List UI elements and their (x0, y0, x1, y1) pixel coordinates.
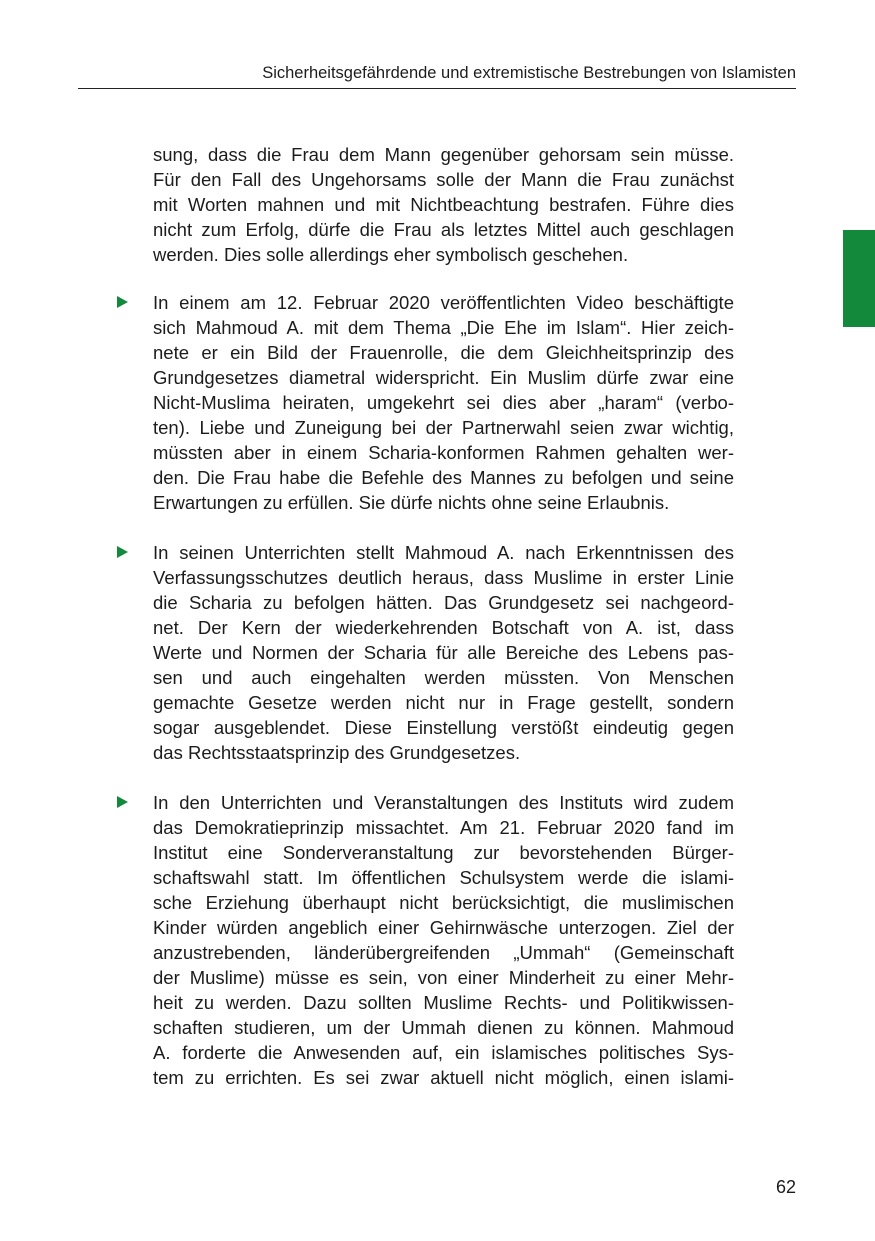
section-tab-marker (843, 230, 875, 327)
text-line: net. Der Kern der wiederkehrenden Botschaft von A. ist, dass (153, 617, 734, 638)
text-line: sen und auch eingehalten werden müssten. Von Menschen (153, 667, 734, 688)
text-line: tem zu errichten. Es sei zwar aktuell nicht möglich, einen islami- (153, 1067, 734, 1088)
triangle-right-icon (117, 546, 128, 558)
text-line: den. Die Frau habe die Befehle des Mannes zu befolgen und seine (153, 467, 734, 488)
text-line: heit zu werden. Dazu sollten Muslime Rechts- und Politikwissen- (153, 992, 734, 1013)
text-line: ten). Liebe und Zuneigung bei der Partnerwahl seien zwar wichtig, (153, 417, 734, 438)
continued-paragraph (153, 142, 734, 267)
text-line: Grundgesetzes diametral widerspricht. Ein Muslim dürfe zwar eine (153, 367, 734, 388)
text-line: In einem am 12. Februar 2020 veröffentlichten Video beschäftigte (153, 292, 734, 313)
text-line: Werte und Normen der Scharia für alle Bereiche des Lebens pas- (153, 642, 734, 663)
text-line: sogar ausgeblendet. Diese Einstellung verstößt eindeutig gegen (153, 717, 734, 738)
text-line: werden. Dies solle allerdings eher symbolisch geschehen. (153, 244, 629, 265)
body-text (153, 142, 734, 1115)
text-line: der Muslime) müsse es sein, von einer Minderheit zu einer Mehr- (153, 967, 734, 988)
bullet-item (153, 790, 734, 1090)
text-line: In seinen Unterrichten stellt Mahmoud A. nach Erkenntnissen des (153, 542, 734, 563)
text-line: anzustrebenden, länderübergreifenden „Ummah“ (Gemeinschaft (153, 942, 734, 963)
text-line: Verfassungsschutzes deutlich heraus, dass Muslime in erster Linie (153, 567, 734, 588)
text-line: schaftswahl statt. Im öffentlichen Schulsystem werde die islami- (153, 867, 734, 888)
triangle-right-icon (117, 296, 128, 308)
text-line: nete er ein Bild der Frauenrolle, die dem Gleichheitsprinzip des (153, 342, 734, 363)
text-line: gemachte Gesetze werden nicht nur in Frage gestellt, sondern (153, 692, 734, 713)
text-line: schaften studieren, um der Ummah dienen zu können. Mahmoud (153, 1017, 734, 1038)
text-line: Institut eine Sonderveranstaltung zur bevorstehenden Bürger- (153, 842, 734, 863)
text-line: sich Mahmoud A. mit dem Thema „Die Ehe im Islam“. Hier zeich- (153, 317, 734, 338)
text-line: A. forderte die Anwesenden auf, ein islamisches politisches Sys- (153, 1042, 734, 1063)
text-line: die Scharia zu befolgen hätten. Das Grundgesetz sei nachgeord- (153, 592, 734, 613)
text-line: Kinder würden angeblich einer Gehirnwäsche unterzogen. Ziel der (153, 917, 734, 938)
header-rule (78, 88, 796, 89)
text-line: Für den Fall des Ungehorsams solle der Mann die Frau zunächst (153, 169, 734, 190)
triangle-right-icon (117, 796, 128, 808)
text-line: mit Worten mahnen und mit Nichtbeachtung bestrafen. Führe dies (153, 194, 734, 215)
text-line: nicht zum Erfolg, dürfe die Frau als letztes Mittel auch geschlagen (153, 219, 734, 240)
bullet-item (153, 290, 734, 515)
running-header (0, 0, 875, 100)
text-line: Erwartungen zu erfüllen. Sie dürfe nichts ohne seine Erlaubnis. (153, 492, 670, 513)
text-line: müssten aber in einem Scharia-konformen Rahmen gehalten wer- (153, 442, 734, 463)
running-header-title: Sicherheitsgefährdende und extremistische Bestrebungen von Islamisten (262, 64, 796, 82)
text-line: sche Erziehung überhaupt nicht berücksichtigt, die muslimischen (153, 892, 734, 913)
text-line: sung, dass die Frau dem Mann gegenüber gehorsam sein müsse. (153, 144, 734, 165)
text-line: In den Unterrichten und Veranstaltungen des Instituts wird zudem (153, 792, 734, 813)
text-line: das Rechtsstaatsprinzip des Grundgesetzes. (153, 742, 521, 763)
page-number: 62 (775, 1177, 796, 1197)
bullet-item (153, 540, 734, 765)
text-line: Nicht-Muslima heiraten, umgekehrt sei dies aber „haram“ (verbo- (153, 392, 734, 413)
text-line: das Demokratieprinzip missachtet. Am 21. Februar 2020 fand im (153, 817, 734, 838)
